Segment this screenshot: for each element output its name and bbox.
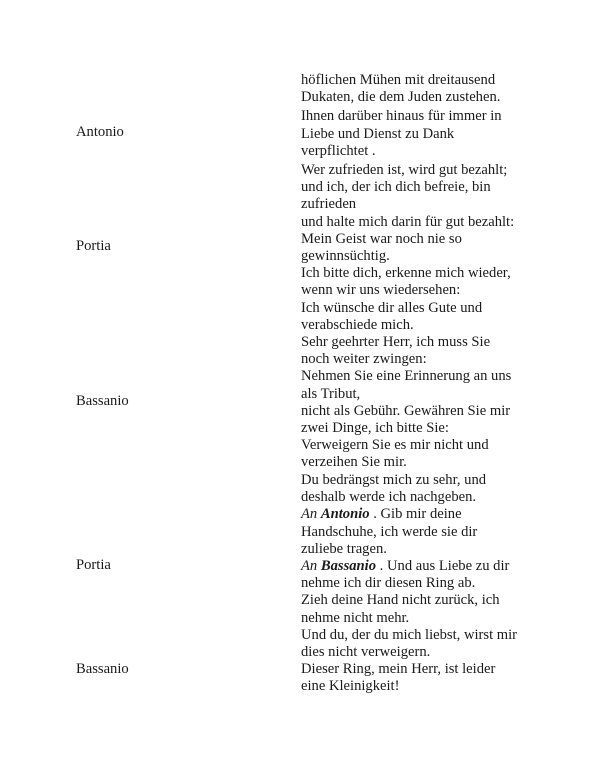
speaker-name: Bassanio <box>76 393 129 409</box>
speech-lines <box>301 472 541 661</box>
speaker-name: Bassanio <box>76 661 129 677</box>
speech-line: deshalb werde ich nachgeben. <box>301 489 477 506</box>
stage-direction-prefix: An <box>301 558 318 575</box>
speech-lines <box>301 661 541 695</box>
speech-line: eine Kleinigkeit! <box>301 678 400 695</box>
speech-line: verpflichtet . <box>301 142 376 159</box>
speech-line: nicht als Gebühr. Gewähren Sie mir <box>301 402 511 419</box>
speech-line: und halte mich darin für gut bezahlt: <box>301 213 515 230</box>
speaker-name: Portia <box>76 238 111 254</box>
speech-line-with-stage-direction <box>301 558 541 575</box>
speech-line: zwei Dinge, ich bitte Sie: <box>301 420 449 437</box>
stage-direction <box>301 506 370 522</box>
speech-line: Dieser Ring, mein Herr, ist leider <box>301 661 496 677</box>
speech-fragment: . Gib mir deine <box>369 506 462 523</box>
speech-line: Sehr geehrter Herr, ich muss Sie <box>301 334 491 350</box>
speech-line: Wer zufrieden ist, wird gut bezahlt; <box>301 162 508 178</box>
speaker-name: Antonio <box>76 124 124 140</box>
speech-line: zufrieden <box>301 196 357 213</box>
stage-direction-name: Bassanio <box>320 558 377 575</box>
speech-line: verabschiede mich. <box>301 316 414 333</box>
speech-line: Ich wünsche dir alles Gute und <box>301 299 483 316</box>
speech-lines <box>301 334 541 472</box>
speech-line: wenn wir uns wiedersehen: <box>301 282 461 299</box>
speech-line: Ihnen darüber hinaus für immer in <box>301 108 502 125</box>
speech-line: Zieh deine Hand nicht zurück, ich <box>301 592 500 609</box>
speech-line: nehme nicht mehr. <box>301 609 410 626</box>
stage-direction-prefix: An <box>301 506 318 523</box>
speech-line: Nehmen Sie eine Erinnerung an uns <box>301 368 512 385</box>
speech-line-with-stage-direction <box>301 506 541 523</box>
speech-line: gewinnsüchtig. <box>301 248 390 265</box>
speech-line: als Tribut, <box>301 385 361 402</box>
stage-direction-name: Antonio <box>320 506 370 523</box>
speech-line: höflichen Mühen mit dreitausend <box>301 72 496 88</box>
speech-line: Mein Geist war noch nie so <box>301 230 462 247</box>
speech-line: noch weiter zwingen: <box>301 351 427 368</box>
speech-line: dies nicht verweigern. <box>301 644 431 661</box>
speech-lines <box>301 162 541 334</box>
speech-line: Dukaten, die dem Juden zustehen. <box>301 89 501 106</box>
speech-line: Handschuhe, ich werde sie dir <box>301 523 478 540</box>
speech-line: Und du, der du mich liebst, wirst mir <box>301 626 518 643</box>
speech-line: Ich bitte dich, erkenne mich wieder, <box>301 265 511 282</box>
speech-line: nehme ich dir diesen Ring ab. <box>301 575 476 592</box>
speech-lines <box>301 72 541 160</box>
speaker-name: Portia <box>76 557 111 573</box>
speech-line: und ich, der ich dich befreie, bin <box>301 179 491 196</box>
speech-line: Liebe und Dienst zu Dank <box>301 125 455 142</box>
speech-line: Du bedrängst mich zu sehr, und <box>301 472 487 488</box>
stage-direction <box>301 558 376 574</box>
speech-line: zuliebe tragen. <box>301 540 387 557</box>
speech-line: Verweigern Sie es mir nicht und <box>301 437 489 454</box>
speech-line: verzeihen Sie mir. <box>301 454 407 471</box>
speech-fragment: . Und aus Liebe zu dir <box>376 558 510 575</box>
